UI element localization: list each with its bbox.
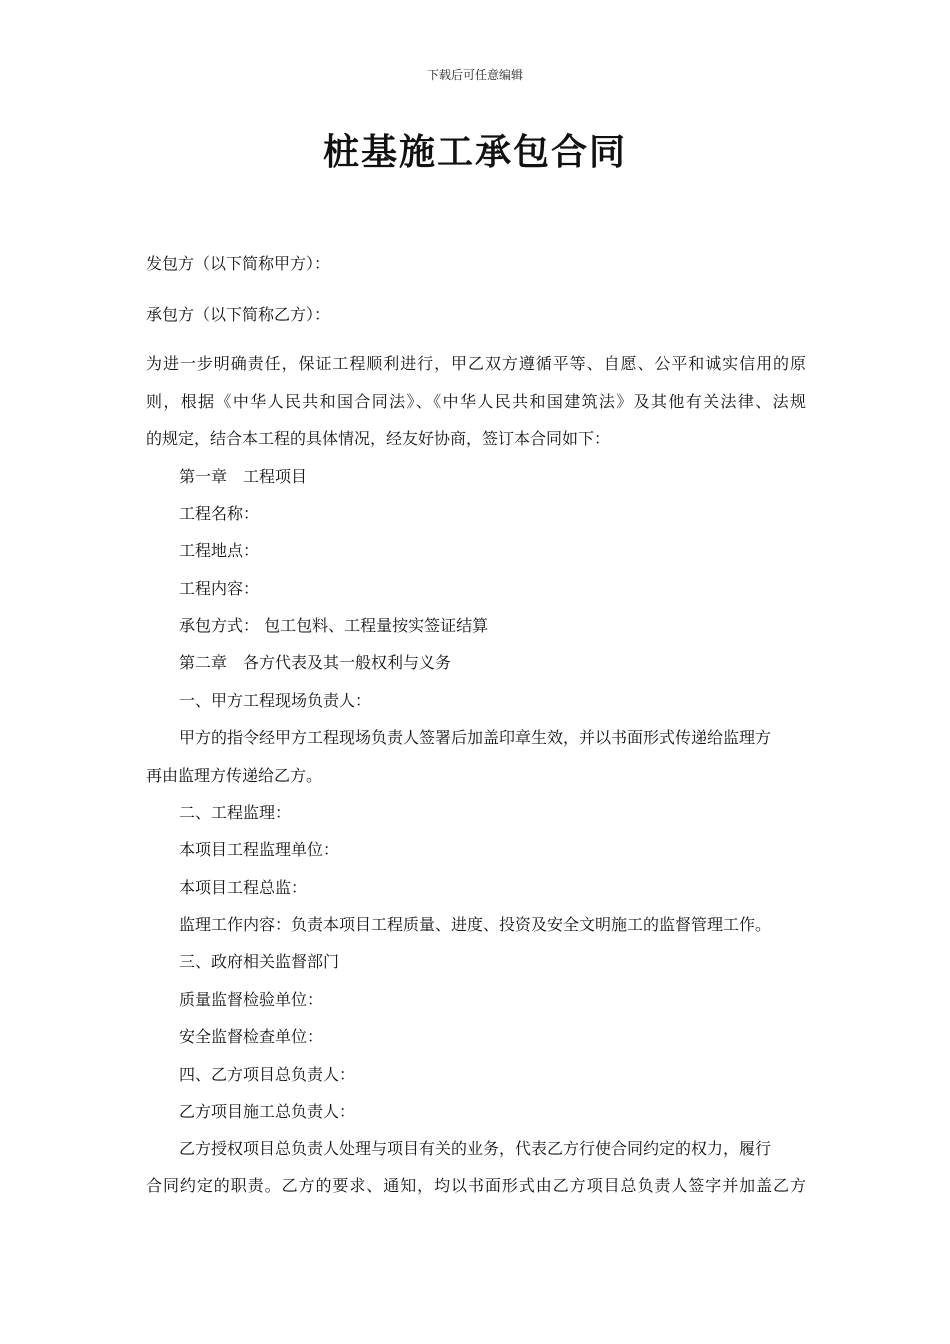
contract-mode-field: 承包方式： 包工包料、工程量按实签证结算 — [179, 616, 489, 635]
project-name-field: 工程名称： — [179, 504, 260, 523]
project-content-field: 工程内容： — [179, 579, 260, 598]
project-location-field: 工程地点： — [179, 541, 260, 560]
section-4-para-line-1: 乙方授权项目总负责人处理与项目有关的业务，代表乙方行使合同约定的权力，履行 — [179, 1139, 772, 1158]
section-3-heading: 三、政府相关监督部门 — [179, 952, 340, 971]
chief-supervisor-field: 本项目工程总监： — [179, 878, 308, 897]
chapter-2-heading: 第二章 各方代表及其一般权利与义务 — [179, 653, 452, 672]
chapter-1-heading: 第一章 工程项目 — [179, 467, 308, 486]
party-b-line: 承包方（以下简称乙方）： — [146, 305, 331, 324]
party-a-line: 发包方（以下简称甲方）： — [146, 254, 331, 273]
intro-line-2: 则，根据《中华人民共和国合同法》、《中华人民共和国建筑法》及其他有关法律、法规 — [146, 392, 806, 411]
intro-line-1: 为进一步明确责任，保证工程顺利进行，甲乙双方遵循平等、自愿、公平和诚实信用的原 — [146, 354, 806, 373]
section-4-heading: 四、乙方项目总负责人： — [179, 1065, 356, 1084]
section-1-heading: 一、甲方工程现场负责人： — [179, 691, 372, 710]
safety-supervision-field: 安全监督检查单位： — [179, 1027, 324, 1046]
section-1-para-line-2: 再由监理方传递给乙方。 — [146, 766, 323, 785]
section-2-heading: 二、工程监理： — [179, 803, 292, 822]
quality-supervision-field: 质量监督检验单位： — [179, 990, 324, 1009]
section-1-para-line-1: 甲方的指令经甲方工程现场负责人签署后加盖印章生效，并以书面形式传递给监理方 — [179, 728, 772, 747]
supervision-unit-field: 本项目工程监理单位： — [179, 840, 340, 859]
construction-lead-field: 乙方项目施工总负责人： — [179, 1102, 356, 1121]
section-4-para-line-2: 合同约定的职责。乙方的要求、通知，均以书面形式由乙方项目总负责人签字并加盖乙方 — [146, 1176, 806, 1195]
page-header-note: 下载后可任意编辑 — [426, 68, 523, 82]
intro-line-3: 的规定，结合本工程的具体情况，经友好协商，签订本合同如下： — [146, 429, 611, 448]
document-title: 桩基施工承包合同 — [322, 131, 627, 173]
supervision-work-content: 监理工作内容：负责本项目工程质量、进度、投资及安全文明施工的监督管理工作。 — [179, 915, 772, 934]
